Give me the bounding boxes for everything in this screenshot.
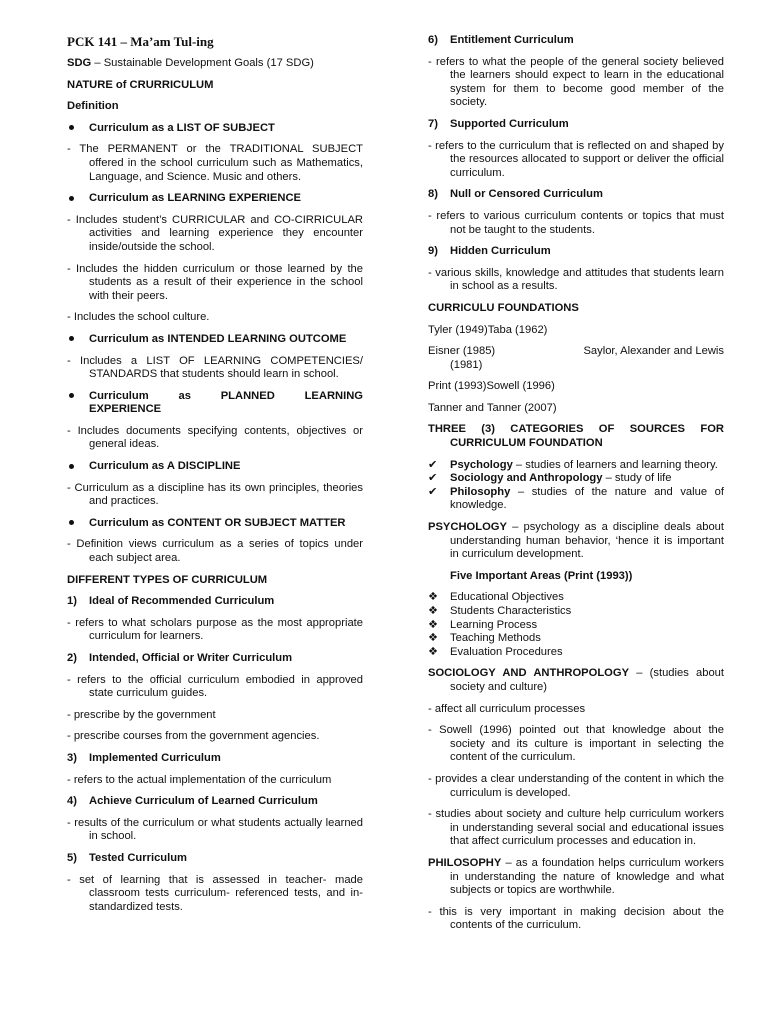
bullet-title: Curriculum as A DISCIPLINE (89, 460, 241, 473)
bullet-list-of-subject (67, 122, 363, 136)
type-item-5 (67, 852, 363, 866)
foundations-heading: CURRICULU FOUNDATIONS (428, 301, 579, 314)
bullet-title-word: PLANNED (220, 389, 275, 402)
item-title: Implemented Curriculum (89, 751, 221, 764)
paragraph: - Includes a LIST OF LEARNING COMPETENCIES/ STANDARDS that students should learn in school. (67, 354, 363, 381)
type-item-6 (428, 34, 724, 48)
right-column (428, 34, 724, 941)
type-item-3 (67, 752, 363, 766)
author-text: Eisner (1985) (428, 345, 496, 358)
paragraph: - Includes documents specifying contents, objectives or general ideas. (67, 424, 363, 451)
bullet-title: Curriculum as LEARNING EXPERIENCE (89, 192, 301, 205)
section-label: PSYCHOLOGY (428, 521, 507, 534)
bullet-discipline (67, 460, 363, 474)
paragraph: - prescribe by the government (67, 708, 216, 721)
category-item (428, 486, 724, 513)
nature-heading: NATURE of CRURRICULUM (67, 78, 214, 91)
left-column (67, 34, 363, 922)
diamond-bullet-icon: ❖ (428, 618, 439, 631)
area-item (428, 632, 724, 646)
diamond-bullet-icon: ❖ (428, 645, 439, 658)
sociology-paragraph (428, 667, 724, 694)
bullet-title-line (89, 390, 363, 404)
paragraph: - provides a clear understanding of the content in which the curriculum is developed. (428, 772, 724, 799)
area-text: Teaching Methods (450, 632, 541, 645)
sdg-label: SDG (67, 57, 92, 69)
type-item-7 (428, 118, 724, 132)
bullet-title: Curriculum as a LIST OF SUBJECT (89, 121, 275, 134)
bullet-title-word: LEARNING (304, 389, 363, 402)
paragraph: - Includes student’s CURRICULAR and CO-CIRRICULAR activities and learning experience they encounter inside/outside the school. (67, 213, 363, 253)
area-text: Evaluation Procedures (450, 645, 563, 658)
sdg-text: – Sustainable Development Goals (17 SDG) (91, 57, 314, 69)
bullet-dot-icon (67, 333, 85, 347)
bullet-planned-learning (67, 390, 363, 417)
type-item-4 (67, 795, 363, 809)
bullet-title: Curriculum as INTENDED LEARNING OUTCOME (89, 332, 347, 345)
paragraph: - refers to what the people of the general society believed the learners should expect to learn in the educational system for them to become good member of the society. (428, 55, 724, 109)
area-item (428, 646, 724, 660)
paragraph: - prescribe courses from the government agencies. (67, 730, 320, 743)
bullet-learning-experience (67, 192, 363, 206)
type-item-8 (428, 188, 724, 202)
paragraph: - this is very important in making decision about the contents of the curriculum. (428, 905, 724, 932)
check-icon: ✔ (428, 485, 438, 498)
section-text: – as a foundation helps curriculum workers in understanding the nature of knowledge and what subjects or topics are worthwhile. (450, 856, 724, 897)
paragraph: - refers to what scholars purpose as the most appropriate curriculum for learners. (67, 616, 363, 643)
foundation-authors (428, 345, 724, 372)
category-title: Psychology (450, 458, 513, 471)
category-text: – studies of the nature and value of knowledge. (450, 485, 724, 512)
sdg-line (67, 57, 363, 71)
item-number: 4) (67, 795, 77, 808)
item-title: Intended, Official or Writer Curriculum (89, 652, 293, 664)
foundation-authors: Print (1993)Sowell (1996) (428, 380, 555, 393)
bullet-dot-icon (67, 460, 85, 474)
paragraph: - results of the curriculum or what students actually learned in school. (67, 816, 363, 843)
paragraph: - affect all curriculum processes (428, 702, 586, 715)
bullet-title-word: Curriculum (89, 389, 149, 402)
author-text: (1981) (450, 358, 483, 371)
paragraph: - Definition views curriculum as a series of topics under each subject area. (67, 538, 363, 565)
five-areas-heading: Five Important Areas (Print (1993)) (450, 569, 633, 582)
paragraph: - refers to the actual implementation of the curriculum (67, 773, 332, 786)
bullet-title-word: EXPERIENCE (89, 403, 162, 416)
item-title: Entitlement Curriculum (450, 34, 574, 46)
item-title: Hidden Curriculum (450, 245, 551, 258)
paragraph: - Includes the hidden curriculum or those learned by the students as a result of their experience in the school with their peers. (67, 262, 363, 302)
paragraph: - studies about society and culture help curriculum workers in understanding several social and educational issues that affect curriculum processes and education in. (428, 808, 724, 848)
check-icon: ✔ (428, 472, 438, 485)
paragraph: - refers to various curriculum contents or topics that must not be taught to the students. (428, 209, 724, 236)
foundation-authors: Tyler (1949)Taba (1962) (428, 323, 548, 336)
bullet-content-subject (67, 517, 363, 531)
areas-list (428, 591, 724, 659)
check-icon: ✔ (428, 458, 438, 471)
bullet-title-word: as (178, 389, 191, 402)
bullet-title: Curriculum as CONTENT OR SUBJECT MATTER (89, 516, 346, 529)
category-item (428, 472, 724, 486)
item-number: 9) (428, 245, 438, 258)
item-number: 3) (67, 751, 77, 764)
paragraph: - The PERMANENT or the TRADITIONAL SUBJECT offered in the school curriculum such as Mathematics, Language, and Science. Music and others. (67, 143, 363, 183)
paragraph: - refers to the official curriculum embodied in approved state curriculum guides. (67, 673, 363, 700)
item-title: Ideal of Recommended Curriculum (89, 595, 275, 608)
types-heading: DIFFERENT TYPES OF CURRICULUM (67, 573, 268, 586)
section-label: PHILOSOPHY (428, 856, 502, 869)
item-number: 2) (67, 652, 77, 664)
paragraph: - set of learning that is assessed in teacher- made classroom tests curriculum- referenced tests, and in-standardized tests. (67, 873, 363, 913)
area-text: Learning Process (450, 618, 538, 631)
paragraph: - Includes the school culture. (67, 311, 210, 324)
category-text: – study of life (602, 472, 672, 485)
item-number: 7) (428, 117, 438, 130)
bullet-dot-icon (67, 517, 85, 531)
paragraph: - Curriculum as a discipline has its own principles, theories and practices. (67, 481, 363, 508)
bullet-intended-outcome (67, 333, 363, 347)
item-title: Null or Censored Curriculum (450, 188, 603, 201)
item-number: 6) (428, 34, 438, 46)
paragraph: - Sowell (1996) pointed out that knowledge about the society and its culture is important in selecting the content of the curriculum. (428, 724, 724, 764)
philosophy-paragraph (428, 857, 724, 898)
section-text: – psychology as a discipline deals about understanding human behavior, ‘hence it is important in curriculum development. (450, 521, 724, 561)
diamond-bullet-icon: ❖ (428, 591, 439, 604)
diamond-bullet-icon: ❖ (428, 632, 439, 645)
three-categories-heading: THREE (3) CATEGORIES OF SOURCES FOR CURRICULUM FOUNDATION (428, 423, 724, 450)
bullet-dot-icon (67, 192, 85, 206)
page-title: PCK 141 – Ma’am Tul-ing (67, 34, 214, 49)
type-item-9 (428, 245, 724, 259)
bullet-dot-icon (67, 122, 85, 136)
item-number: 5) (67, 851, 77, 864)
paragraph: - refers to the curriculum that is reflected on and shaped by the resources allocated to support or deliver the official curriculum. (428, 139, 724, 179)
bullet-dot-icon (67, 390, 85, 404)
item-number: 8) (428, 188, 438, 201)
item-title: Achieve Curriculum of Learned Curriculum (89, 795, 318, 808)
section-label: SOCIOLOGY AND ANTHROPOLOGY (428, 667, 630, 680)
area-item (428, 605, 724, 619)
type-item-2 (67, 652, 363, 666)
section-text: – (studies about society and culture) (450, 667, 724, 693)
item-title: Tested Curriculum (89, 851, 188, 864)
category-title: Sociology and Anthropology (450, 472, 603, 485)
definition-heading: Definition (67, 100, 119, 113)
type-item-1 (67, 595, 363, 609)
item-title: Supported Curriculum (450, 117, 569, 130)
foundation-authors: Tanner and Tanner (2007) (428, 401, 557, 414)
category-text: – studies of learners and learning theory. (512, 458, 718, 471)
category-list (428, 459, 724, 513)
area-item (428, 619, 724, 633)
item-number: 1) (67, 595, 77, 608)
author-text: Saylor, Alexander and Lewis (583, 345, 724, 358)
paragraph: - various skills, knowledge and attitudes that students learn in school as a results. (428, 266, 724, 293)
area-text: Students Characteristics (450, 605, 572, 617)
category-item (428, 459, 724, 473)
category-title: Philosophy (450, 485, 511, 498)
area-text: Educational Objectives (450, 591, 564, 604)
diamond-bullet-icon: ❖ (428, 605, 439, 617)
psychology-paragraph (428, 521, 724, 562)
area-item (428, 591, 724, 605)
